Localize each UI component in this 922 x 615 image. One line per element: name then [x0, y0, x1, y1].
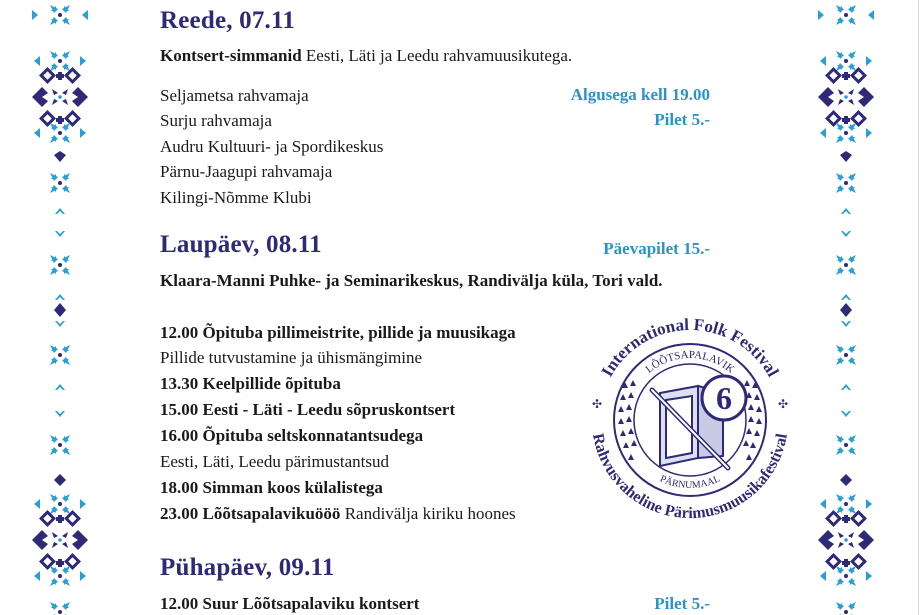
friday-intro-rest: Eesti, Läti ja Leedu rahvamuusikutega.: [301, 46, 573, 65]
saturday-program-item: [160, 504, 516, 524]
right-folk-pattern-border: [811, 0, 881, 615]
saturday-day-ticket: [603, 239, 710, 259]
svg-text:✣: ✣: [592, 397, 603, 411]
saturday-title: Laupäev, 08.11: [160, 231, 322, 258]
svg-text:✣: ✣: [778, 397, 789, 411]
friday-intro-bold: Kontsert-simmanid: [160, 46, 302, 65]
friday-venue: Audru Kultuuri- ja Spordikeskus: [160, 137, 384, 156]
sunday-ticket-price: Pilet 5.-: [654, 594, 710, 613]
saturday-program-item: [160, 452, 389, 472]
saturday-program-item: [160, 426, 423, 446]
page-edge-line: [918, 0, 919, 615]
saturday-location: Klaara-Manni Puhke- ja Seminarikeskus, Randivälja küla, Tori vald.: [160, 271, 663, 290]
program-item-bold: 12.00 Õpituba pillimeistrite, pillide ja muusikaga: [160, 323, 516, 342]
friday-title: Reede, 07.11: [160, 7, 296, 34]
saturday-day-ticket-text: Päevapilet 15.-: [603, 239, 710, 258]
saturday-program-item: [160, 323, 516, 343]
logo-number: 6: [716, 380, 732, 416]
saturday-program-item: [160, 348, 422, 368]
festival-seal-icon: [578, 308, 803, 533]
program-item-bold: 23.00 Lõõtsapalavikuööö: [160, 504, 341, 523]
friday-venue: Pärnu-Jaagupi rahvamaja: [160, 162, 333, 181]
program-item-rest: Pillide tutvustamine ja ühismängimine: [160, 348, 423, 367]
sunday-title: Pühapäev, 09.11: [160, 554, 335, 581]
program-item-bold: 16.00 Õpituba seltskonnatantsudega: [160, 426, 424, 445]
folk-pattern-icon: [811, 0, 881, 615]
program-item-bold: 18.00 Simman koos külalistega: [160, 478, 383, 497]
friday-venue: Kilingi-Nõmme Klubi: [160, 188, 312, 207]
program-item-bold: 13.30 Keelpillide õpituba: [160, 374, 341, 393]
sunday-event: 12.00 Suur Lõõtsapalaviku kontsert: [160, 594, 420, 613]
friday-intro: [160, 46, 572, 66]
festival-logo: [578, 308, 803, 533]
program-item-rest: Randivälja kiriku hoones: [340, 504, 516, 523]
program-item-bold: 15.00 Eesti - Läti - Leedu sõpruskontsert: [160, 400, 456, 419]
friday-venue: Seljametsa rahvamaja: [160, 86, 309, 105]
saturday-program-item: [160, 374, 341, 394]
saturday-program-item: [160, 400, 455, 420]
program-item-rest: Eesti, Läti, Leedu pärimustantsud: [160, 452, 389, 471]
logo-outer-top-text: International Folk Festival: [597, 314, 783, 380]
logo-outer-bottom-text: Rahvusvaheline Pärimusmuusikafestival: [589, 431, 791, 523]
logo-inner-top-text: LÕÕTSAPALAVIK: [643, 348, 737, 376]
friday-ticket-price: Pilet 5.-: [654, 110, 710, 129]
friday-start-time: Algusega kell 19.00: [570, 85, 710, 104]
svg-text:LÕÕTSAPALAVIK: [643, 349, 736, 376]
folk-pattern-icon: [25, 0, 95, 615]
svg-text:International Folk Festival: [597, 315, 782, 380]
saturday-program-item: [160, 478, 383, 498]
left-folk-pattern-border: [25, 0, 95, 615]
logo-inner-bottom-text: PÄRNUMAAL: [658, 473, 722, 492]
friday-venue: Surju rahvamaja: [160, 111, 272, 130]
